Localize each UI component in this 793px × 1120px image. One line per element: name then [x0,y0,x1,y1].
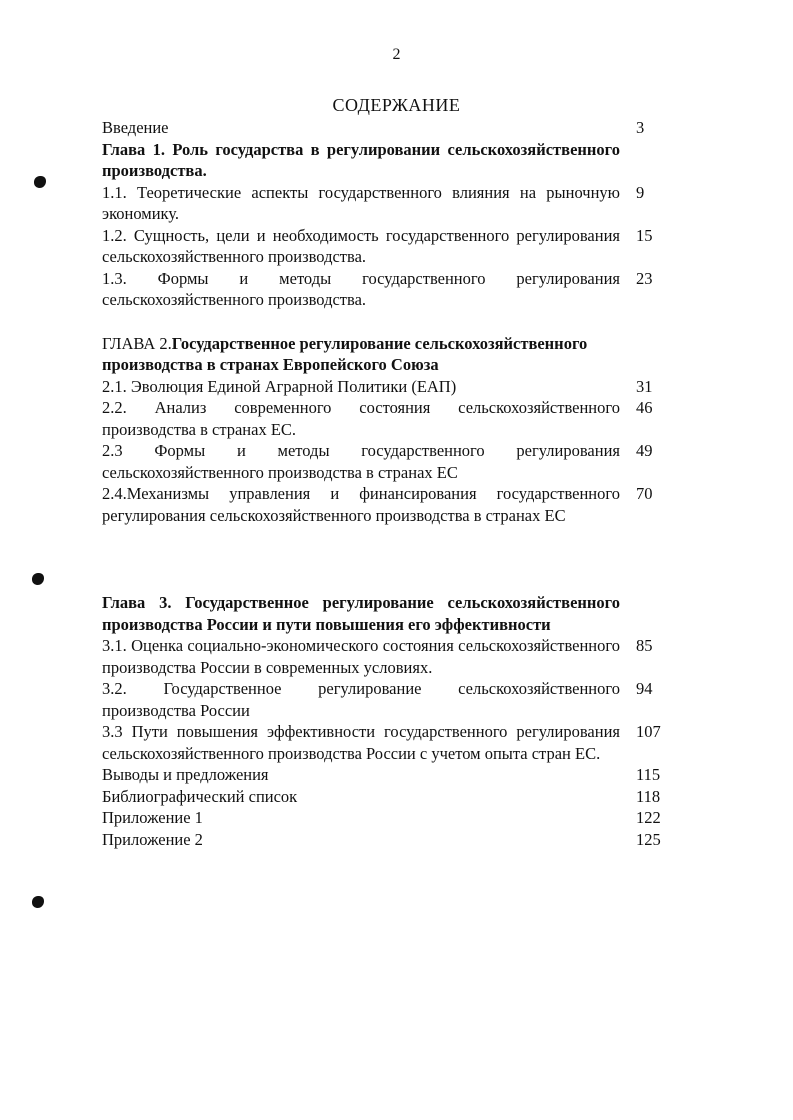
entry-text: 1.3. Формы и методы государственного регулирования сельскохозяйственного производства. [102,268,620,309]
entry-page: 118 [636,786,661,806]
entry-text: 2.1. Эволюция Единой Аграрной Политики (ЕАП) [102,376,457,396]
toc-title: СОДЕРЖАНИЕ [332,95,461,115]
chapter-title: Глава 3. Государственное регулирование сельскохозяйственного производства России и пути повышения его эффективности [102,593,620,634]
entry-page: 70 [636,484,653,503]
chapter-title-text: Государственное регулирование сельскохозяйственного производства в странах Европейского Союза [102,333,588,374]
entry-page: 85 [636,636,653,655]
chapter-title [102,333,620,376]
toc-entry-3-3[interactable] [102,721,664,764]
toc-entry-2-3[interactable] [102,440,664,483]
entry-page: 46 [636,398,653,417]
spacer [102,526,664,592]
scan-artifact [32,573,44,585]
entry-page: 49 [636,441,653,460]
entry-page: 9 [636,182,645,202]
table-of-contents [102,117,664,850]
entry-text: Приложение 1 [102,808,203,827]
toc-entry-3-2[interactable] [102,678,664,721]
toc-entry-intro[interactable] [102,117,664,139]
entry-page: 15 [636,225,653,245]
toc-entry-2-2[interactable] [102,397,664,440]
toc-entry-chapter-1[interactable] [102,139,664,182]
entry-page: 107 [636,722,661,741]
entry-page: 23 [636,268,653,288]
entry-text: 2.4.Механизмы управления и финансирования государственного регулирования сельскохозяйственного производства в странах ЕС [102,484,620,525]
entry-text: 3.3 Пути повышения эффективности государственного регулирования сельскохозяйственного производства России с учетом опыта стран ЕС. [102,722,620,763]
entry-page: 3 [636,118,645,137]
toc-entry-appendix-2[interactable] [102,829,664,851]
toc-entry-appendix-1[interactable] [102,807,664,829]
scan-artifact [32,896,44,908]
scan-artifact [34,176,46,188]
spacer [102,311,664,333]
toc-entry-bibliography[interactable] [102,786,664,808]
entry-text: Библиографический список [102,786,298,806]
page-number: 2 [392,46,401,63]
toc-entry-chapter-3[interactable] [102,592,664,635]
entry-text: Приложение 2 [102,829,203,849]
chapter-title: Глава 1. Роль государства в регулировании сельскохозяйственного производства. [102,139,620,180]
toc-entry-1-2[interactable] [102,225,664,268]
chapter-prefix: ГЛАВА 2. [102,333,172,353]
entry-text: 2.2. Анализ современного состояния сельскохозяйственного производства в странах ЕС. [102,398,620,439]
entry-page: 125 [636,829,661,849]
toc-entry-conclusions[interactable] [102,764,664,786]
entry-text: 3.2. Государственное регулирование сельскохозяйственного производства России [102,679,620,720]
toc-entry-2-4[interactable] [102,483,664,526]
entry-text: 1.2. Сущность, цели и необходимость государственного регулирования сельскохозяйственного производства. [102,225,620,266]
toc-entry-1-1[interactable] [102,182,664,225]
entry-page: 115 [636,765,661,784]
entry-text: Введение [102,118,169,137]
entry-text: 3.1. Оценка социально-экономического состояния сельскохозяйственного производства России в современных условиях. [102,636,620,677]
toc-entry-2-1[interactable] [102,376,664,398]
toc-entry-chapter-2[interactable] [102,333,664,376]
toc-entry-3-1[interactable] [102,635,664,678]
entry-page: 31 [636,376,653,396]
entry-page: 94 [636,679,653,698]
entry-text: Выводы и предложения [102,765,269,784]
toc-entry-1-3[interactable] [102,268,664,311]
entry-page: 122 [636,808,661,827]
entry-text: 1.1. Теоретические аспекты государственного влияния на рыночную экономику. [102,182,620,223]
entry-text: 2.3 Формы и методы государственного регулирования сельскохозяйственного производства в странах ЕС [102,441,620,482]
